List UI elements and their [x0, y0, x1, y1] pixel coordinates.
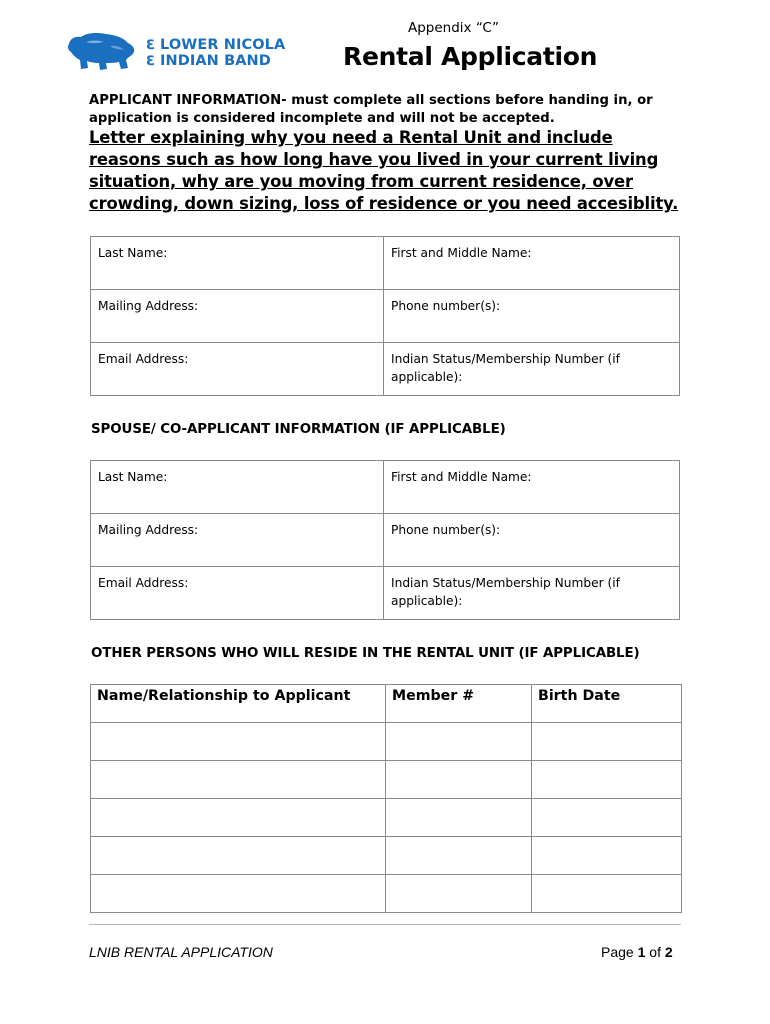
table-row — [91, 723, 682, 761]
birth-date-cell[interactable] — [532, 875, 682, 913]
page-word: Page — [601, 944, 634, 960]
table-header-row — [91, 685, 682, 723]
applicant-info-table — [90, 236, 680, 396]
spouse-email-field[interactable]: Email Address: — [91, 567, 384, 620]
page-current: 1 — [637, 944, 646, 960]
table-row — [91, 799, 682, 837]
other-persons-section-heading: OTHER PERSONS WHO WILL RESIDE IN THE RENTAL UNIT (IF APPLICABLE) — [91, 646, 640, 661]
logo-c-mark-icon: ℇ — [146, 38, 155, 53]
spouse-phone-field[interactable]: Phone number(s): — [384, 514, 680, 567]
logo-c-mark-icon: ℇ — [146, 54, 155, 69]
table-row — [91, 875, 682, 913]
table-row — [91, 761, 682, 799]
applicant-email-field[interactable]: Email Address: — [91, 343, 384, 396]
applicant-last-name-field[interactable]: Last Name: — [91, 237, 384, 290]
spouse-status-number-field[interactable]: Indian Status/Membership Number (if applicable): — [384, 567, 680, 620]
birth-date-cell[interactable] — [532, 799, 682, 837]
birth-date-cell[interactable] — [532, 761, 682, 799]
member-number-cell[interactable] — [386, 761, 532, 799]
member-number-cell[interactable] — [386, 799, 532, 837]
column-header-name-relationship: Name/Relationship to Applicant — [91, 685, 386, 723]
name-relationship-cell[interactable] — [91, 799, 386, 837]
lnib-logo — [66, 30, 306, 74]
member-number-cell[interactable] — [386, 723, 532, 761]
applicant-mailing-address-field[interactable]: Mailing Address: — [91, 290, 384, 343]
logo-line-2 — [146, 53, 271, 70]
bear-logo-icon — [66, 30, 136, 72]
birth-date-cell[interactable] — [532, 723, 682, 761]
spouse-mailing-address-field[interactable]: Mailing Address: — [91, 514, 384, 567]
spouse-last-name-field[interactable]: Last Name: — [91, 461, 384, 514]
logo-text-line-2: INDIAN BAND — [160, 53, 271, 69]
name-relationship-cell[interactable] — [91, 723, 386, 761]
birth-date-cell[interactable] — [532, 837, 682, 875]
column-header-member-number: Member # — [386, 685, 532, 723]
logo-line-1 — [146, 37, 285, 54]
other-persons-table — [90, 684, 682, 913]
name-relationship-cell[interactable] — [91, 837, 386, 875]
spouse-section-heading: SPOUSE/ CO-APPLICANT INFORMATION (IF APPLICABLE) — [91, 422, 506, 437]
letter-instructions: Letter explaining why you need a Rental Unit and include reasons such as how long have you lived in your current living situation, why are you moving from current residence, over crowding, down sizing, loss of residence or you need accesiblity. — [89, 128, 679, 213]
applicant-instructions: APPLICANT INFORMATION- must complete all sections before handing in, or application is considered incomplete and will not be accepted. — [89, 93, 653, 126]
logo-text-line-1: LOWER NICOLA — [160, 37, 286, 53]
spouse-info-table — [90, 460, 680, 620]
applicant-phone-field[interactable]: Phone number(s): — [384, 290, 680, 343]
applicant-first-middle-name-field[interactable]: First and Middle Name: — [384, 237, 680, 290]
appendix-label: Appendix “C” — [408, 20, 500, 36]
member-number-cell[interactable] — [386, 837, 532, 875]
table-row — [91, 837, 682, 875]
spouse-first-middle-name-field[interactable]: First and Middle Name: — [384, 461, 680, 514]
footer-divider — [89, 924, 681, 925]
column-header-birth-date: Birth Date — [532, 685, 682, 723]
applicant-status-number-field[interactable]: Indian Status/Membership Number (if applicable): — [384, 343, 680, 396]
name-relationship-cell[interactable] — [91, 875, 386, 913]
of-word: of — [649, 944, 661, 960]
footer-page-number — [601, 944, 673, 960]
page-title: Rental Application — [343, 42, 598, 71]
member-number-cell[interactable] — [386, 875, 532, 913]
footer-document-name: LNIB RENTAL APPLICATION — [89, 944, 273, 960]
name-relationship-cell[interactable] — [91, 761, 386, 799]
page-total: 2 — [664, 944, 673, 960]
